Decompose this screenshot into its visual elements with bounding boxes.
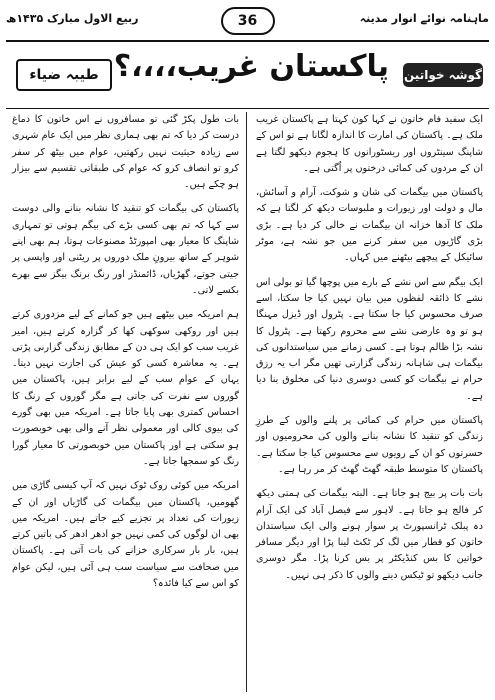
paragraph: ہم امریکہ میں بیٹھے ہیں جو کمانے کے لیے مزدوری کرتے ہیں اور روکھی سوکھی کھا کر گزارہ کرتے ہیں، امیر غریب سب کو ایک ہی دن کے مطابق زندگی گزارنی پڑتی ہے۔ یہ معاشرہ کسی کو عیش کی اجازت نہیں دیتا۔ یہاں کے عوام سب کے لیے برابر ہیں، پاکستان میں گوروں سے نفرت کی جاتی ہے مگر گوروں کے رنگ کا احساس کمتری بھی پایا جاتا ہے۔ امریکہ میں بھی گورے کی بیوی کالی اور معمولی نظر آنے والی بھی خوبصورت ہو سکتی ہے اور پاکستان میں خوبصورتی کا معیار گورا رنگ کو سمجھا جاتا ہے۔ (12, 309, 239, 467)
magazine-name: ماہنامہ نوائے انوار مدینہ (359, 12, 489, 25)
title-rule (6, 108, 489, 109)
article-title-row (6, 47, 489, 109)
issue-date: ربیع الاول مبارک ۱۴۳۵ھ (6, 12, 139, 25)
section-badge: گوشہ خواتین (403, 63, 483, 87)
paragraph: ایک سفید فام خاتون نے کہا کون کہتا ہے پاکستان غریب ملک ہے۔ پاکستان کی امارت کا اندازہ لگانا ہے تو اس کے شاپنگ سینٹروں اور ریسٹورانوں کا ہجوم دیکھو لگتا ہے ان کے مردوں کی کمائی درختوں پر اُگتی ہے۔ (256, 114, 483, 174)
paragraph: پاکستان کی بیگمات کو تنقید کا نشانہ بنانے والی دوست سے کہا کہ تم بھی کسی بڑے کی بیگم ہوتی تو تمہاری شاپنگ کا معیار بھی امپورٹڈ مصنوعات ہوتا، ہم بھی اپنے شوہر کے ساتھ بیرونِ ملک دوروں پر ریٹنی اور واپسی پر جیتی جوتے، گھڑیاں، ڈائمنڈز اور رنگ برنگ بیگز سے بھرے بکسے لاتی۔ (12, 203, 239, 296)
paragraph: بات طول پکڑ گئی تو مسافروں نے اس خاتون کا دماغ درست کر دیا کہ تم بھی ہماری نظر میں ایک عام شہری سے زیادہ حیثیت نہیں رکھتیں، عوام میں بیٹھ کر سفر کرو تو انصاف کرو کہ عوام کی طبقاتی تقسیم سے بیزار ہو چکے ہیں۔ (12, 114, 239, 191)
header-rule (6, 40, 489, 42)
paragraph: امریکہ میں کوئی روک ٹوک نہیں کہ آپ کیسی گاڑی میں گھومیں، پاکستان میں بیگمات کی گاڑیاں اور ان کے زیورات کی تعداد پر تجزیے کیے جاتے ہیں۔ امریکہ میں بھی ان لوگوں کی کمی نہیں جو ادھر ادھر کی باتیں کرتے ہیں، بار بار سرکاری خزانے کی بات آتی ہے۔ پاکستان میں صحافت سے سیاست سب ہی آئی ہیں، لیکن عوام کو اس سے کیا فائدہ؟ (12, 480, 239, 590)
page-header (6, 6, 489, 36)
right-column (256, 112, 483, 592)
paragraph: پاکستان میں بیگمات کی شان و شوکت، آرام و آسائش، مال و دولت اور زیورات و ملبوسات دیکھ کر لگتا ہے کہ ملک کا آدھا خزانہ ان بیگمات نے خالی کر دیا ہے۔ بڑی بڑی گاڑیوں میں سفر کرنے میں جو نشہ ہے، موٹر سائیکل کے پیچھے بیٹھنے میں کہاں۔ (256, 187, 483, 264)
page-number: 36 (221, 7, 275, 35)
column-divider (246, 112, 247, 692)
author-box: طیبہ ضیاء (16, 59, 112, 91)
article-title: پاکستان غریب،،،،؟ (113, 49, 389, 84)
paragraph: ایک بیگم سے اس نشے کے بارے میں پوچھا گیا تو بولی اس نشے کا ذائقہ لفظوں میں بیان نہیں کیا جا سکتا، اسے صرف محسوس کیا جا سکتا ہے۔ پٹرول اور ڈیزل مہنگا ہو تو وہ عارضی نشے سے محروم رکھتا ہے۔ پٹرول کا نشہ بڑا ظالم ہوتا ہے۔ کسی زمانے میں سیاستدانوں کی بیگمات ہی شاہانہ زندگی گزارتی تھیں مگر اب یہ رزق حرام نے بیگمات کو کسی دوسری دنیا کی مخلوق بنا دیا ہے۔ (256, 276, 483, 402)
left-column (12, 112, 239, 600)
paragraph: پاکستان میں حرام کی کمائی پر پلنے والوں کے طرزِ زندگی کو تنقید کا نشانہ بنانے والوں کی محرومیوں اور حسرتوں کو ان کے رویوں سے محسوس کیا جا سکتا ہے۔ پاکستان کا متوسط طبقہ گھٹ گھٹ کر مر رہا ہے۔ (256, 415, 483, 475)
paragraph: بات بات پر بیج ہو جاتا ہے۔ البتہ بیگمات کی ہمتی دیکھ کر فالج ہو جاتا ہے۔ لاہور سے فیصل آباد کی ایک آرام دہ پبلک ٹرانسپورٹ پر سوار ہونے والی ایک سیاستدان خاتون کو قطار میں لگ کر ٹکٹ لینا پڑا اور دیگر مسافر خواتین کا بس کنڈیکٹر پر بس کرنا پڑا۔ مگر دوسری جانب دیکھو تو ٹیکس دینے والوں کا ذکر ہی نہیں۔ (256, 488, 483, 581)
